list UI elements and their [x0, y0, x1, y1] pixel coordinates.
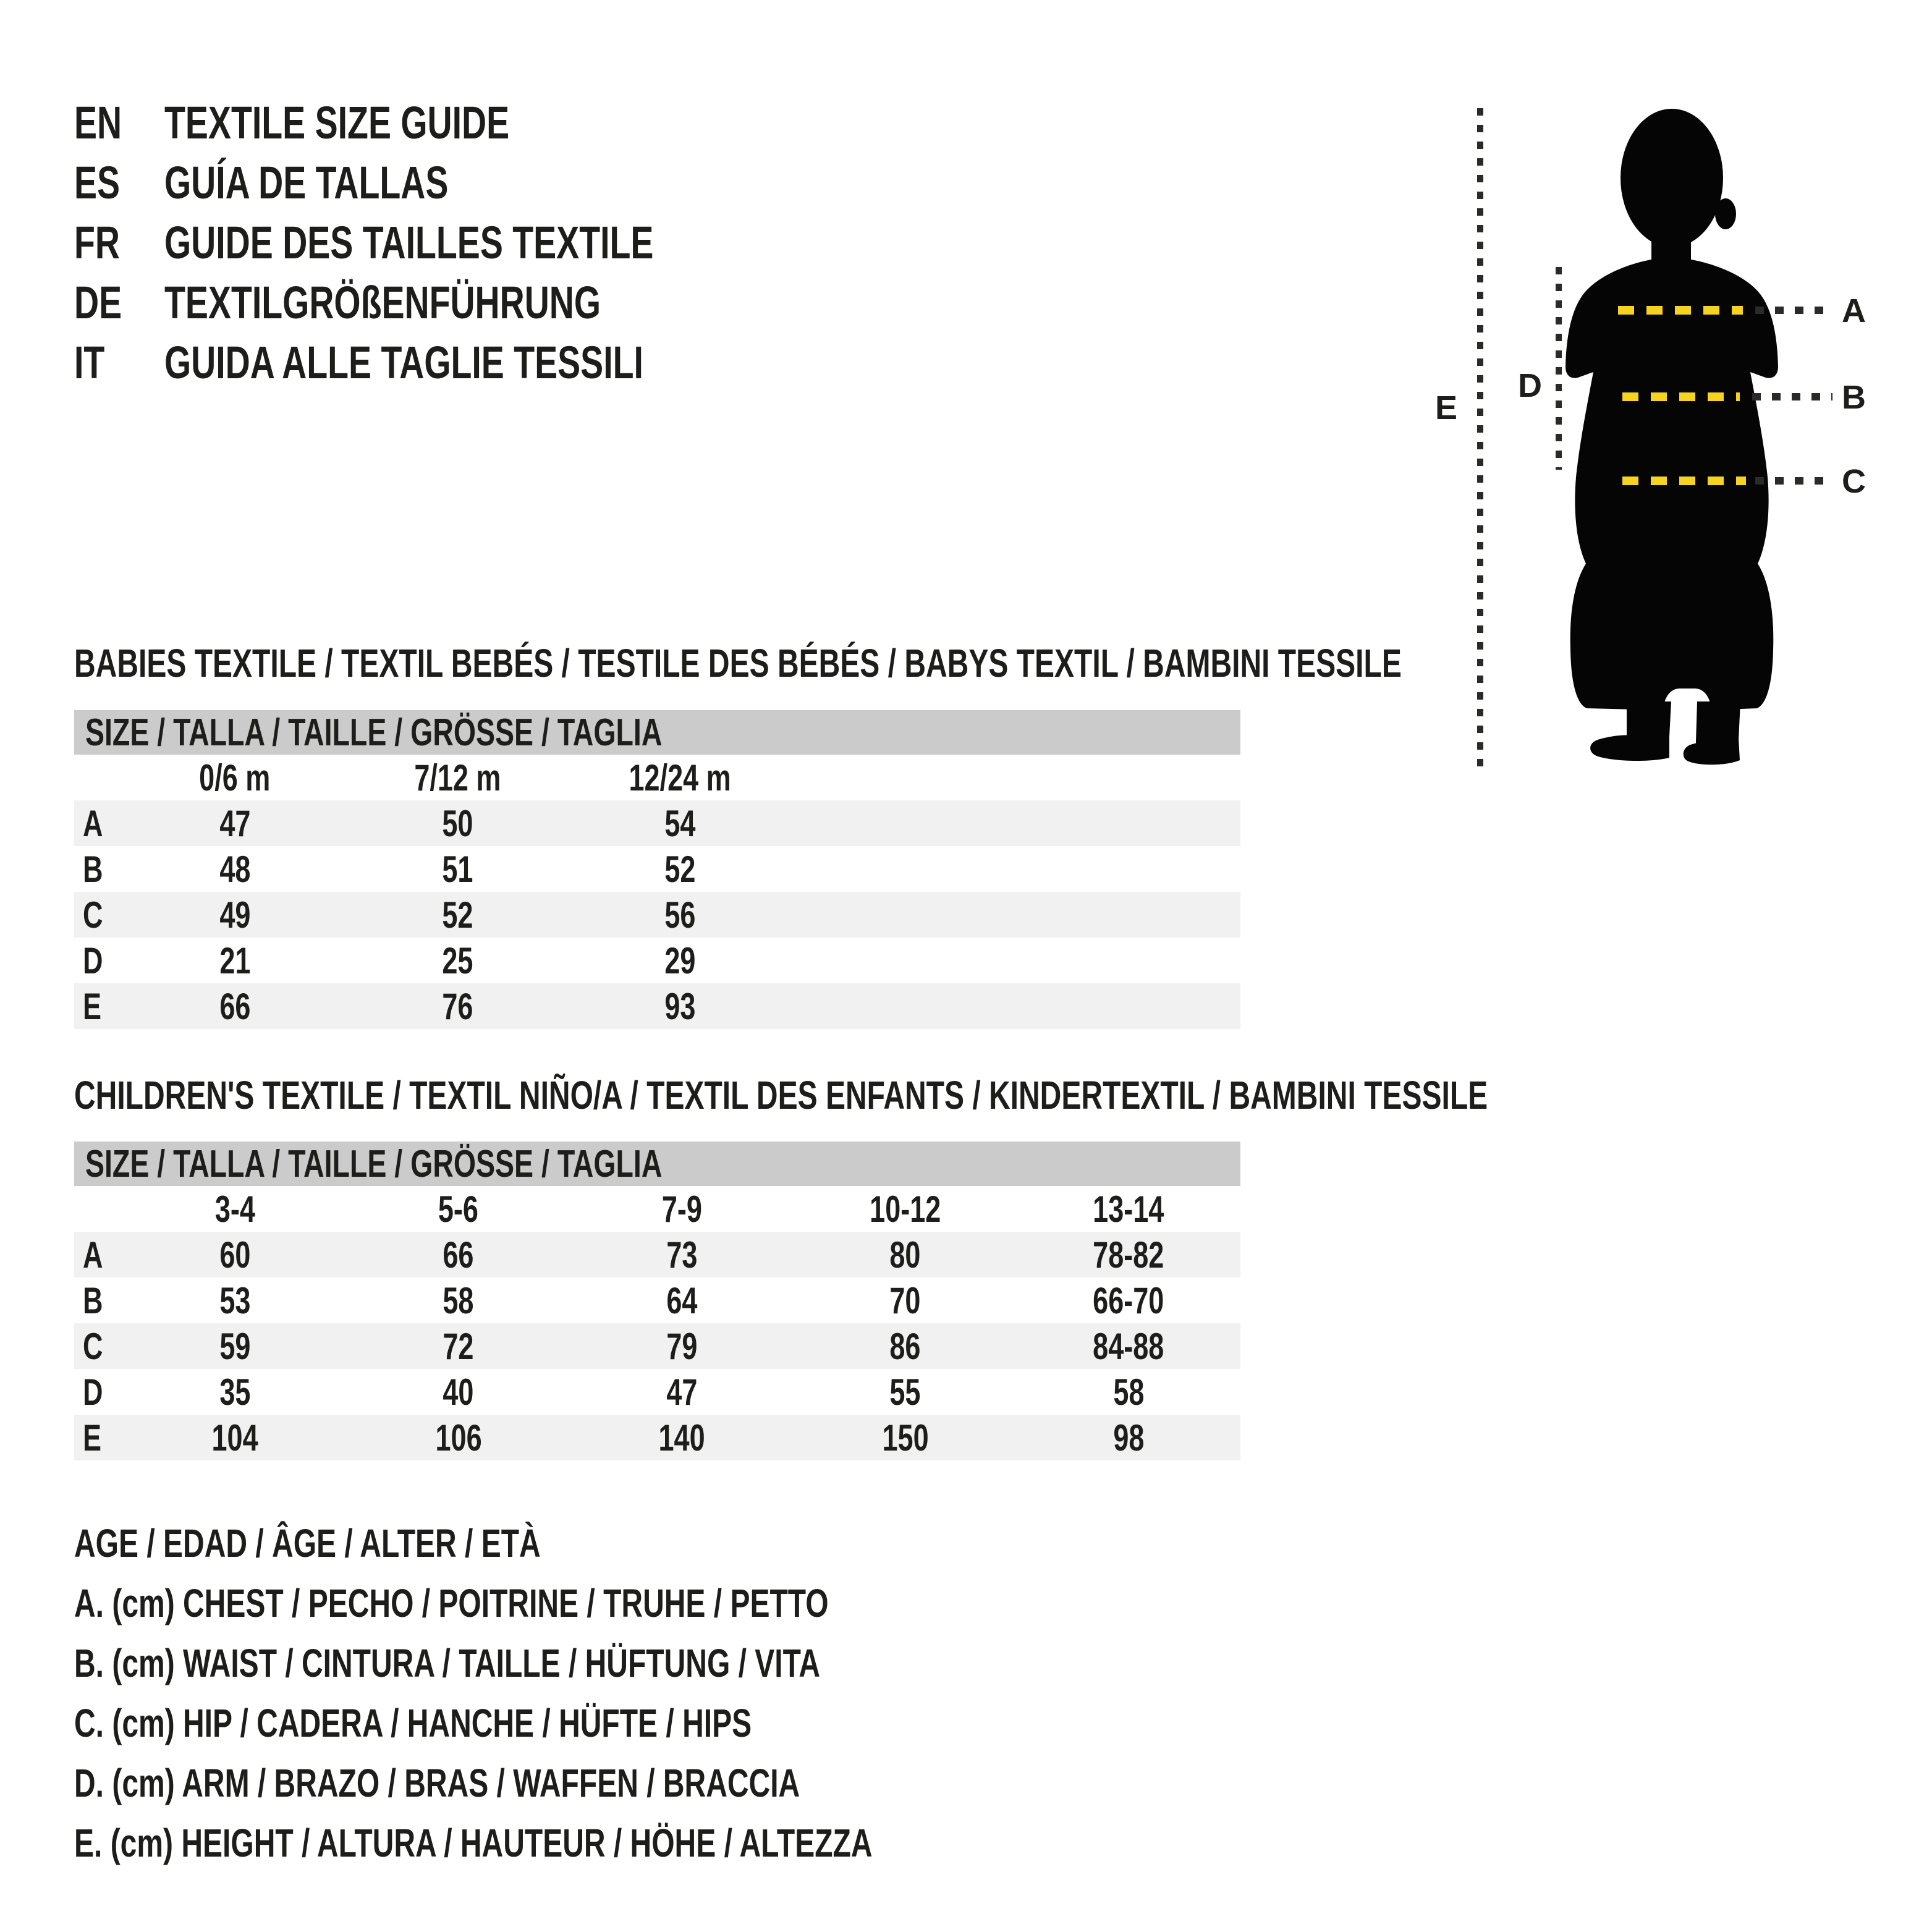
column-header: 7-9 — [661, 1188, 702, 1230]
row-label: A — [83, 802, 103, 844]
row-label: A — [83, 1234, 103, 1276]
cell: 73 — [666, 1234, 698, 1276]
cell: 29 — [664, 939, 696, 981]
table-row-a — [74, 1232, 1240, 1277]
cell: 93 — [664, 985, 696, 1027]
measurement-legend — [74, 1513, 1138, 1873]
column-header: 10-12 — [870, 1188, 941, 1230]
lang-code: IT — [74, 337, 105, 388]
figure-label-e: E — [1435, 389, 1458, 426]
cell: 70 — [889, 1279, 921, 1321]
silhouette-right-foot — [1684, 738, 1740, 765]
cell: 150 — [882, 1417, 929, 1459]
table-row-e — [74, 1415, 1240, 1460]
cell: 53 — [219, 1279, 251, 1321]
column-header: 7/12 m — [413, 756, 501, 799]
guide-title-de: TEXTILGRÖßENFÜHRUNG — [164, 277, 601, 328]
row-label: E — [83, 1417, 102, 1459]
children-size-table — [74, 1186, 1240, 1460]
figure-label-d: D — [1518, 367, 1542, 404]
table-row-c — [74, 1323, 1240, 1369]
cell: 40 — [443, 1371, 474, 1413]
legend-hip: C. (cm) HIP / CADERA / HANCHE / HÜFTE / HIPS — [74, 1700, 752, 1745]
cell: 54 — [664, 802, 696, 844]
cell: 140 — [658, 1417, 705, 1459]
cell: 49 — [219, 894, 251, 936]
column-header: 12/24 m — [629, 756, 731, 799]
column-header: 5-6 — [438, 1188, 479, 1230]
table-row-d — [74, 1369, 1240, 1415]
column-header: 13-14 — [1093, 1188, 1164, 1230]
cell: 76 — [441, 985, 473, 1027]
lang-code: EN — [74, 97, 122, 148]
legend-arm: D. (cm) ARM / BRAZO / BRAS / WAFFEN / BRACCIA — [74, 1760, 800, 1805]
lang-code: DE — [74, 277, 122, 328]
cell: 35 — [219, 1371, 251, 1413]
lang-row-fr — [74, 213, 816, 273]
lang-row-es — [74, 153, 816, 213]
table-row-e — [74, 983, 1240, 1029]
cell: 104 — [211, 1417, 258, 1459]
cell: 47 — [219, 802, 251, 844]
children-section-title: CHILDREN'S TEXTILE / TEXTIL NIÑO/A / TEXTIL DES ENFANTS / KINDERTEXTIL / BAMBINI TESSILE — [74, 1073, 1488, 1117]
figure-label-c: C — [1842, 463, 1866, 500]
cell: 79 — [666, 1325, 698, 1367]
row-label: C — [83, 1325, 103, 1367]
cell: 21 — [219, 939, 251, 981]
table-row-a — [74, 800, 1240, 846]
cell: 25 — [441, 939, 473, 981]
lang-code: ES — [74, 157, 121, 208]
table-row-c — [74, 892, 1240, 938]
figure-label-a: A — [1842, 292, 1866, 329]
legend-height: E. (cm) HEIGHT / ALTURA / HAUTEUR / HÖHE / ALTEZZA — [74, 1820, 873, 1865]
guide-title-fr: GUIDE DES TAILLES TEXTILE — [164, 217, 654, 268]
cell: 66 — [443, 1234, 474, 1276]
cell: 55 — [889, 1371, 921, 1413]
cell: 51 — [441, 848, 473, 890]
guide-title-en: TEXTILE SIZE GUIDE — [164, 97, 510, 148]
lang-code: FR — [74, 217, 120, 268]
cell: 66-70 — [1093, 1279, 1164, 1321]
children-size-header-bar: SIZE / TALLA / TAILLE / GRÖSSE / TAGLIA — [74, 1142, 1240, 1186]
table-row-b — [74, 846, 1240, 892]
row-label: B — [83, 848, 103, 890]
row-label: D — [83, 1371, 103, 1413]
column-header: 3-4 — [214, 1188, 255, 1230]
legend-waist: B. (cm) WAIST / CINTURA / TAILLE / HÜFTUNG / VITA — [74, 1640, 821, 1685]
babies-column-header-row — [74, 755, 1240, 800]
cell: 60 — [219, 1234, 251, 1276]
lang-row-de — [74, 273, 816, 333]
row-label: E — [83, 985, 102, 1027]
guide-title-es: GUÍA DE TALLAS — [164, 157, 449, 208]
cell: 58 — [1113, 1371, 1145, 1413]
row-label: D — [83, 939, 103, 981]
lang-row-en — [74, 93, 816, 153]
cell: 106 — [435, 1417, 482, 1459]
legend-age: AGE / EDAD / ÂGE / ALTER / ETÀ — [74, 1520, 541, 1566]
table-row-d — [74, 938, 1240, 983]
cell: 56 — [664, 894, 696, 936]
row-label: B — [83, 1279, 103, 1321]
cell: 86 — [889, 1325, 921, 1367]
cell: 64 — [666, 1279, 698, 1321]
cell: 59 — [219, 1325, 251, 1367]
cell: 98 — [1113, 1417, 1145, 1459]
cell: 80 — [889, 1234, 921, 1276]
column-header: 0/6 m — [199, 756, 271, 799]
babies-size-header-bar: SIZE / TALLA / TAILLE / GRÖSSE / TAGLIA — [74, 710, 1240, 755]
cell: 47 — [666, 1371, 698, 1413]
cell: 52 — [441, 894, 473, 936]
silhouette-ear — [1715, 198, 1736, 229]
cell: 52 — [664, 848, 696, 890]
babies-section-title: BABIES TEXTILE / TEXTIL BEBÉS / TESTILE DES BÉBÉS / BABYS TEXTIL / BAMBINI TESSILE — [74, 641, 1402, 685]
children-column-header-row — [74, 1186, 1240, 1232]
silhouette-left-foot — [1590, 734, 1669, 761]
babies-size-table — [74, 755, 1240, 1029]
cell: 78-82 — [1093, 1234, 1164, 1276]
row-label: C — [83, 894, 103, 936]
language-title-list — [74, 93, 816, 392]
cell: 48 — [219, 848, 251, 890]
cell: 84-88 — [1093, 1325, 1164, 1367]
table-row-b — [74, 1277, 1240, 1323]
figure-label-b: B — [1842, 379, 1866, 416]
cell: 72 — [443, 1325, 474, 1367]
guide-title-it: GUIDA ALLE TAGLIE TESSILI — [164, 337, 643, 388]
cell: 58 — [443, 1279, 474, 1321]
cell: 66 — [219, 985, 251, 1027]
legend-chest: A. (cm) CHEST / PECHO / POITRINE / TRUHE / PETTO — [74, 1580, 829, 1625]
cell: 50 — [441, 802, 473, 844]
lang-row-it — [74, 333, 816, 392]
